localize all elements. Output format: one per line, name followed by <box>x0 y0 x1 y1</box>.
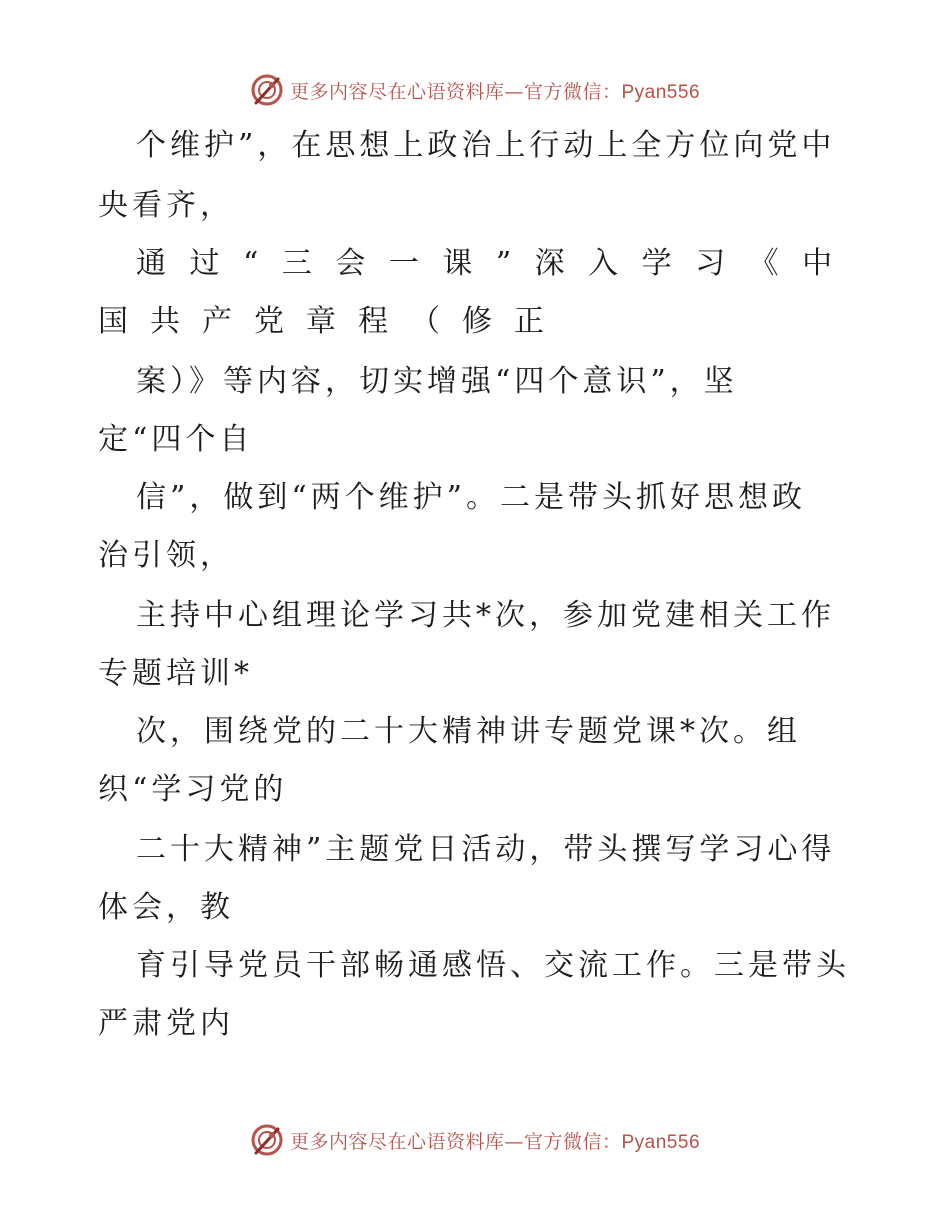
body-line-11: 次，围绕党的二十大精神讲专题党课*次。组 <box>136 714 801 749</box>
footer-watermark-banner <box>0 1120 950 1160</box>
body-line-2: 央看齐， <box>98 188 234 223</box>
header-banner-label: 更多内容尽在心语资料库—官方微信： <box>289 80 622 103</box>
body-line-3: 通过“三会一课”深入学习《中 <box>136 246 856 281</box>
header-wechat-id: Pyan556 <box>621 81 701 103</box>
body-line-12: 织“学习党的 <box>98 772 288 807</box>
body-line-9: 主持中心组理论学习共*次，参加党建相关工作 <box>136 598 835 633</box>
body-line-15: 育引导党员干部畅通感悟、交流工作。三是带头 <box>136 948 850 983</box>
footer-banner-label: 更多内容尽在心语资料库—官方微信： <box>289 1130 622 1153</box>
footer-wechat-id: Pyan556 <box>621 1131 701 1153</box>
body-line-5: 案）》等内容，切实增强“四个意识”，坚 <box>136 364 738 399</box>
body-line-4: 国共产党章程（修正 <box>98 304 566 339</box>
footer-banner-text <box>290 1127 700 1154</box>
body-line-16: 严肃党内 <box>98 1006 234 1041</box>
body-line-14: 体会，教 <box>98 890 234 925</box>
body-line-1: 个维护”，在思想上政治上行动上全方位向党中 <box>136 128 836 163</box>
body-line-7: 信”，做到“两个维护”。二是带头抓好思想政 <box>136 480 807 515</box>
logo-icon <box>250 1123 284 1157</box>
body-line-13: 二十大精神”主题党日活动，带头撰写学习心得 <box>136 832 836 867</box>
body-line-8: 治引领， <box>98 538 234 573</box>
body-line-6: 定“四个自 <box>98 422 254 457</box>
body-line-10: 专题培训* <box>98 656 253 691</box>
